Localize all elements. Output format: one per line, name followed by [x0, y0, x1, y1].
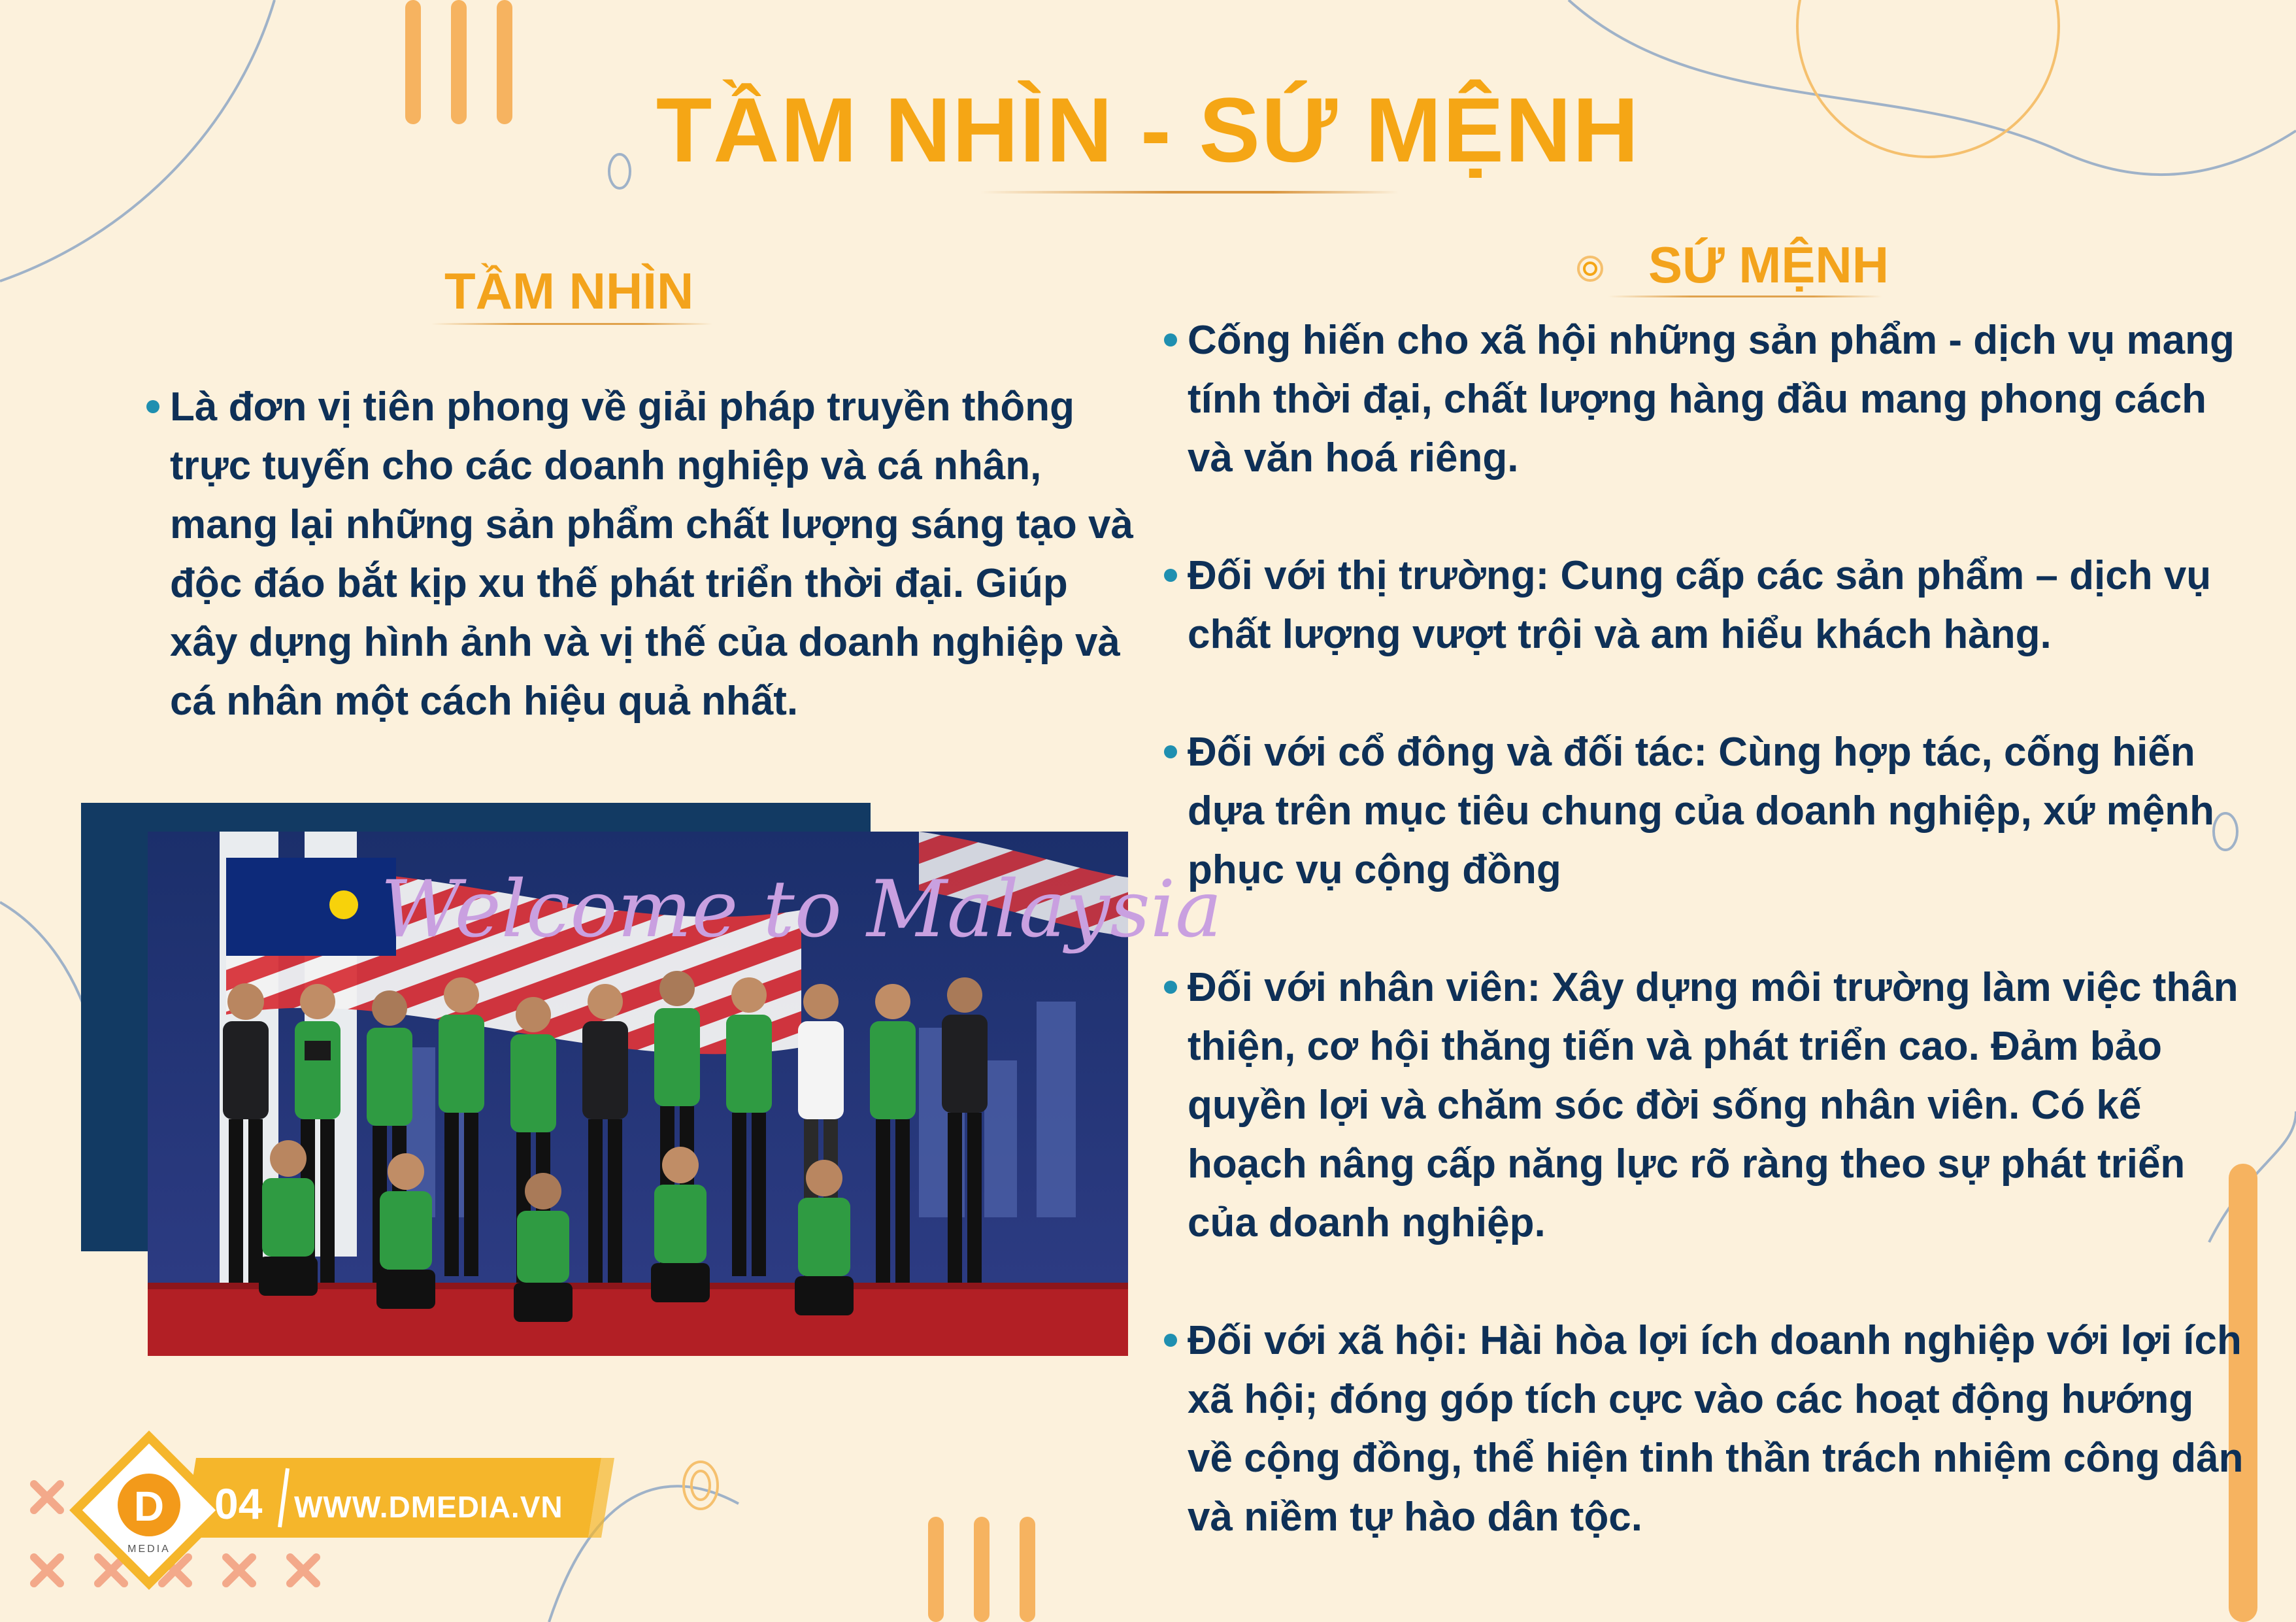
mission-heading-underline: [1608, 296, 1882, 297]
website-link[interactable]: WWW.DMEDIA.VN: [294, 1490, 563, 1524]
logo-subtext: MEDIA: [127, 1544, 171, 1555]
mission-item: Cống hiến cho xã hội những sản phẩm - dịch vụ mang tính thời đại, chất lượng hàng đầu mang phong cách và văn hoá riêng.: [1188, 311, 2246, 488]
logo-letter: D: [133, 1483, 165, 1530]
mission-item: Đối với thị trường: Cung cấp các sản phẩm – dịch vụ chất lượng vượt trội và am hiểu khách hàng.: [1188, 547, 2246, 664]
photo-banner-text: Welcome to Malaysia: [380, 864, 1222, 955]
mission-item: Đối với xã hội: Hài hòa lợi ích doanh nghiệp với lợi ích xã hội; đóng góp tích cực vào các hoạt động hướng về cộng đồng, thể hiện tinh thần trách nhiệm công dân và niềm tự hào dân tộc.: [1188, 1311, 2246, 1547]
mission-circle-icon: [1576, 255, 1604, 282]
page-number: 04: [214, 1479, 263, 1528]
vision-heading-underline: [431, 323, 712, 325]
team-photo: [148, 832, 1222, 1356]
mission-item: Đối với nhân viên: Xây dựng môi trường làm việc thân thiện, cơ hội thăng tiến và phát triển cao. Đảm bảo quyền lợi và chăm sóc đời sống nhân viên. Có kế hoạch nâng cấp năng lực rõ ràng theo sự phát triển của doanh nghiệp.: [1188, 958, 2246, 1253]
mission-item: Đối với cổ đông và đối tác: Cùng hợp tác, cống hiến dựa trên mục tiêu chung của doanh nghiệp, xứ mệnh phục vụ cộng đồng: [1188, 723, 2246, 900]
dmedia-logo: [71, 1432, 227, 1589]
title-underline: [980, 191, 1399, 194]
vision-paragraph: Là đơn vị tiên phong về giải pháp truyền thông trực tuyến cho các doanh nghiệp và cá nhân, mang lại những sản phẩm chất lượng sáng tạo và độc đáo bắt kịp xu thế phát triển thời đại. Giúp xây dựng hình ảnh và vị thế của doanh nghiệp và cá nhân một cách hiệu quả nhất.: [170, 378, 1137, 731]
page-title: TẦM NHÌN - SỨ MỆNH: [656, 78, 1640, 181]
mission-heading: SỨ MỆNH: [1648, 236, 1889, 294]
vision-heading: TẦM NHÌN: [444, 262, 694, 320]
